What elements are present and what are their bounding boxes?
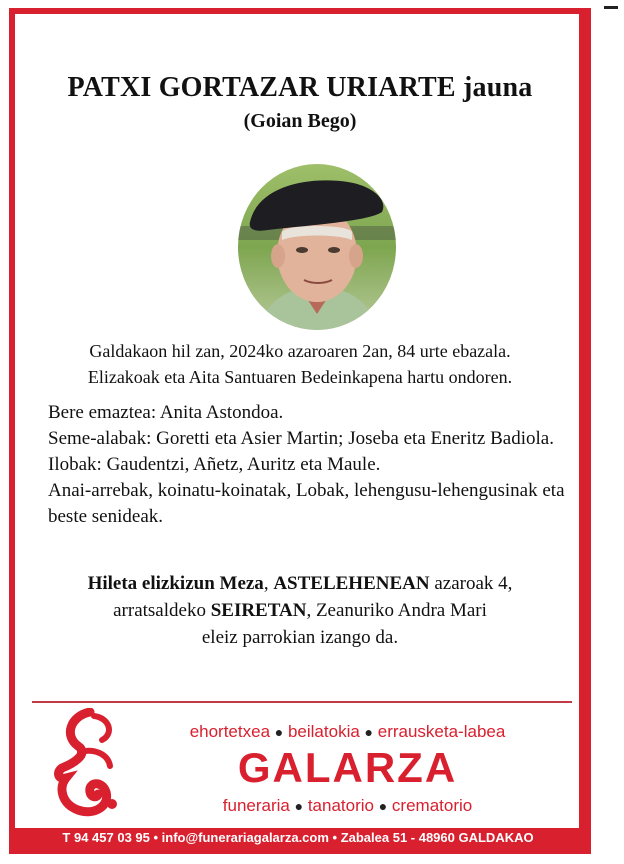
service-item: crematorio bbox=[391, 796, 473, 815]
bullet-icon: ● bbox=[274, 724, 284, 740]
intro-line: Galdakaon hil zan, 2024ko azaroaren 2an, 84 urte ebazala. bbox=[89, 341, 511, 361]
galarza-swirl-logo-icon bbox=[50, 708, 130, 818]
funeral-time-prefix: arratsaldeko bbox=[113, 600, 211, 621]
service-item: beilatokia bbox=[287, 722, 360, 741]
service-item: errausketa-labea bbox=[377, 722, 506, 741]
bullet-icon: ● bbox=[378, 798, 388, 814]
funeral-place: , Zeanuriko Andra Mari bbox=[306, 600, 487, 621]
contact-bar: T 94 457 03 95 • info@funerariagalarza.com • Zabalea 51 - 48960 GALDAKAO bbox=[12, 828, 584, 848]
funeral-sep: , bbox=[263, 573, 274, 594]
funeral-info bbox=[20, 570, 580, 651]
service-item: tanatorio bbox=[307, 796, 374, 815]
goian-bego: (Goian Bego) bbox=[243, 110, 357, 132]
family-line: Seme-alabak: Goretti eta Asier Martin; Joseba eta Eneritz Badiola. bbox=[48, 428, 554, 449]
family-line: Anai-arrebak, koinatu-koinatak, Lobak, lehengusu-lehengusinak eta beste senideak. bbox=[48, 480, 565, 527]
family-line: Bere emaztea: Anita Astondoa. bbox=[48, 402, 284, 423]
bullet-icon: ● bbox=[364, 724, 373, 740]
service-item: funeraria bbox=[222, 796, 290, 815]
funeral-day: ASTELEHENEAN bbox=[273, 573, 430, 594]
funeral-mass-label: Hileta elizkizun Meza bbox=[87, 573, 264, 594]
bullet-icon: ● bbox=[294, 798, 304, 814]
intro-line: Elizakoak eta Aita Santuaren Bedeinkapena hartu ondoren. bbox=[87, 367, 513, 387]
funeral-time: SEIRETAN bbox=[210, 600, 307, 621]
brand-name: GALARZA bbox=[237, 744, 458, 791]
death-notice-text bbox=[20, 338, 580, 390]
funeral-date: azaroak 4, bbox=[429, 573, 513, 594]
service-item: ehortetxea bbox=[189, 722, 271, 741]
funeral-place-line: eleiz parrokian izango da. bbox=[201, 627, 399, 648]
portrait-photo bbox=[238, 164, 396, 330]
scan-edge-mark bbox=[604, 6, 618, 9]
family-list bbox=[48, 400, 568, 530]
family-line: Ilobak: Gaudentzi, Añetz, Auritz eta Maule. bbox=[48, 454, 381, 475]
footer-divider bbox=[32, 701, 572, 703]
deceased-name: PATXI GORTAZAR URIARTE jauna bbox=[67, 72, 533, 103]
services-spanish bbox=[140, 796, 555, 816]
services-basque bbox=[140, 722, 555, 742]
